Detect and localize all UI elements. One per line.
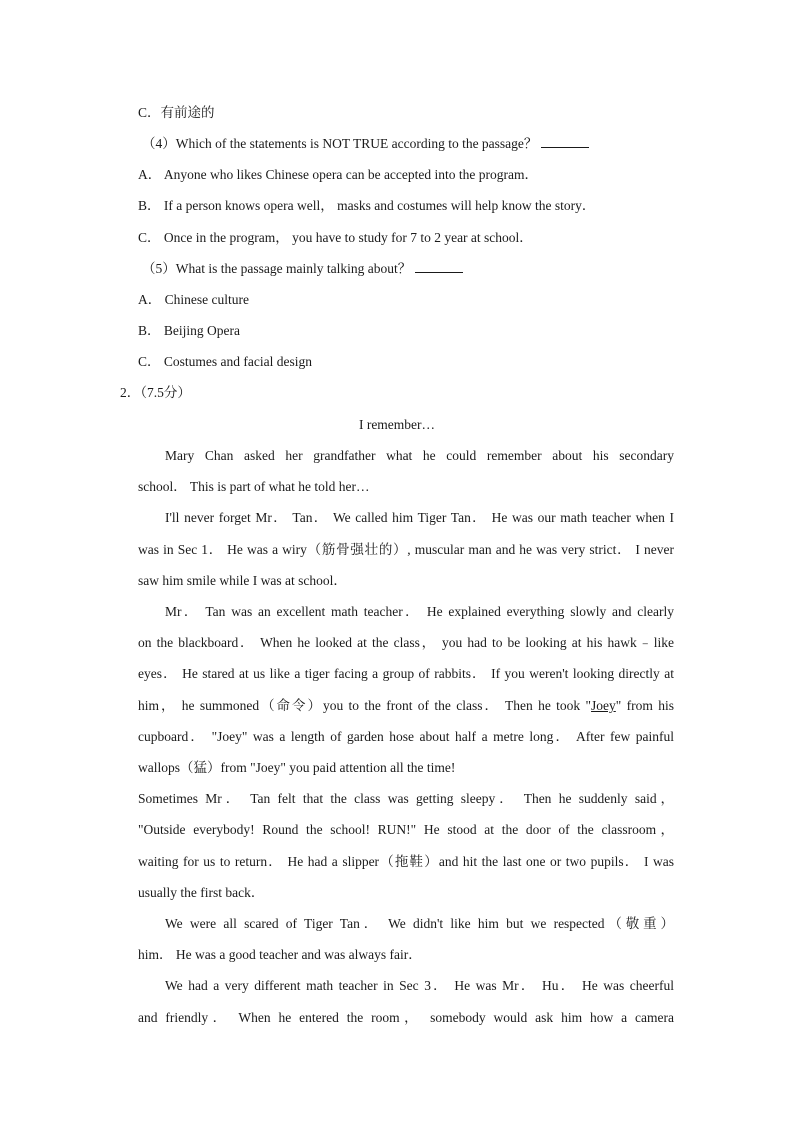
q1-sub4-option-b: B． If a person knows opera well， masks and costumes will help know the story． xyxy=(138,198,596,213)
joey-underlined: Joey xyxy=(591,698,616,713)
q1-option-c-previous: C．有前途的 xyxy=(138,105,215,120)
passage-line: waiting for us to return． He had a slipper（拖鞋）and hit the last one or two pupils． I was xyxy=(138,854,674,869)
q1-sub4-question-text: （4）Which of the statements is NOT TRUE according to the passage？ xyxy=(142,136,538,151)
passage-line: We had a very different math teacher in Sec 3． He was Mr． Hu． He was cheerful xyxy=(165,978,674,993)
q2-number: 2．（7.5分） xyxy=(120,385,191,400)
q1-sub5-option-b: B． Beijing Opera xyxy=(138,323,240,338)
passage-line: cupboard． "Joey" was a length of garden hose about half a metre long． After few painful xyxy=(138,729,674,744)
q1-sub4-question xyxy=(142,135,589,153)
q1-sub4-option-a: A． Anyone who likes Chinese opera can be accepted into the program． xyxy=(138,167,539,182)
passage-line: We were all scared of Tiger Tan． We didn't like him but we respected（敬重） xyxy=(165,916,674,931)
passage-line: eyes． He stared at us like a tiger facing a group of rabbits． If you weren't looking directly at xyxy=(138,666,674,681)
q1-sub4-option-c: C． Once in the program， you have to study for 7 to 2 year at school． xyxy=(138,230,533,245)
passage-line: usually the first back． xyxy=(138,885,265,900)
answer-blank xyxy=(415,260,463,273)
passage-line-part: " from his xyxy=(615,698,674,713)
passage-title: I remember… xyxy=(358,417,436,432)
passage-line: I'll never forget Mr． Tan． We called him Tiger Tan． He was our math teacher when I xyxy=(165,510,674,525)
q1-sub5-question xyxy=(142,260,463,278)
q1-sub5-option-a: A． Chinese culture xyxy=(138,292,249,307)
passage-line: was in Sec 1． He was a wiry（筋骨强壮的）, muscular man and he was very strict． I never xyxy=(138,542,674,557)
passage-line: him． He was a good teacher and was always fair． xyxy=(138,947,422,962)
passage-line: school． This is part of what he told her… xyxy=(138,479,370,494)
passage-line: Mr． Tan was an excellent math teacher． He explained everything slowly and clearly xyxy=(165,604,674,619)
passage-line: Sometimes Mr． Tan felt that the class was getting sleepy． Then he suddenly said， xyxy=(138,791,674,806)
q1-sub5-question-text: （5）What is the passage mainly talking about？ xyxy=(142,261,412,276)
passage-line: on the blackboard． When he looked at the class， you had to be looking at his hawk﹣like xyxy=(138,635,674,650)
passage-line xyxy=(138,697,674,715)
passage-line: Mary Chan asked her grandfather what he could remember about his secondary xyxy=(165,448,674,463)
passage-line: "Outside everybody! Round the school! RUN!" He stood at the door of the classroom， xyxy=(138,822,674,837)
q1-sub5-option-c: C． Costumes and facial design xyxy=(138,354,312,369)
answer-blank xyxy=(541,135,589,148)
passage-line: wallops（猛）from "Joey" you paid attention all the time! xyxy=(138,760,456,775)
passage-line-part: him， he summoned（命令）you to the front of the class． Then he took " xyxy=(138,698,592,713)
passage-line: and friendly． When he entered the room， somebody would ask him how a camera xyxy=(138,1010,674,1025)
passage-line: saw him smile while I was at school． xyxy=(138,573,347,588)
